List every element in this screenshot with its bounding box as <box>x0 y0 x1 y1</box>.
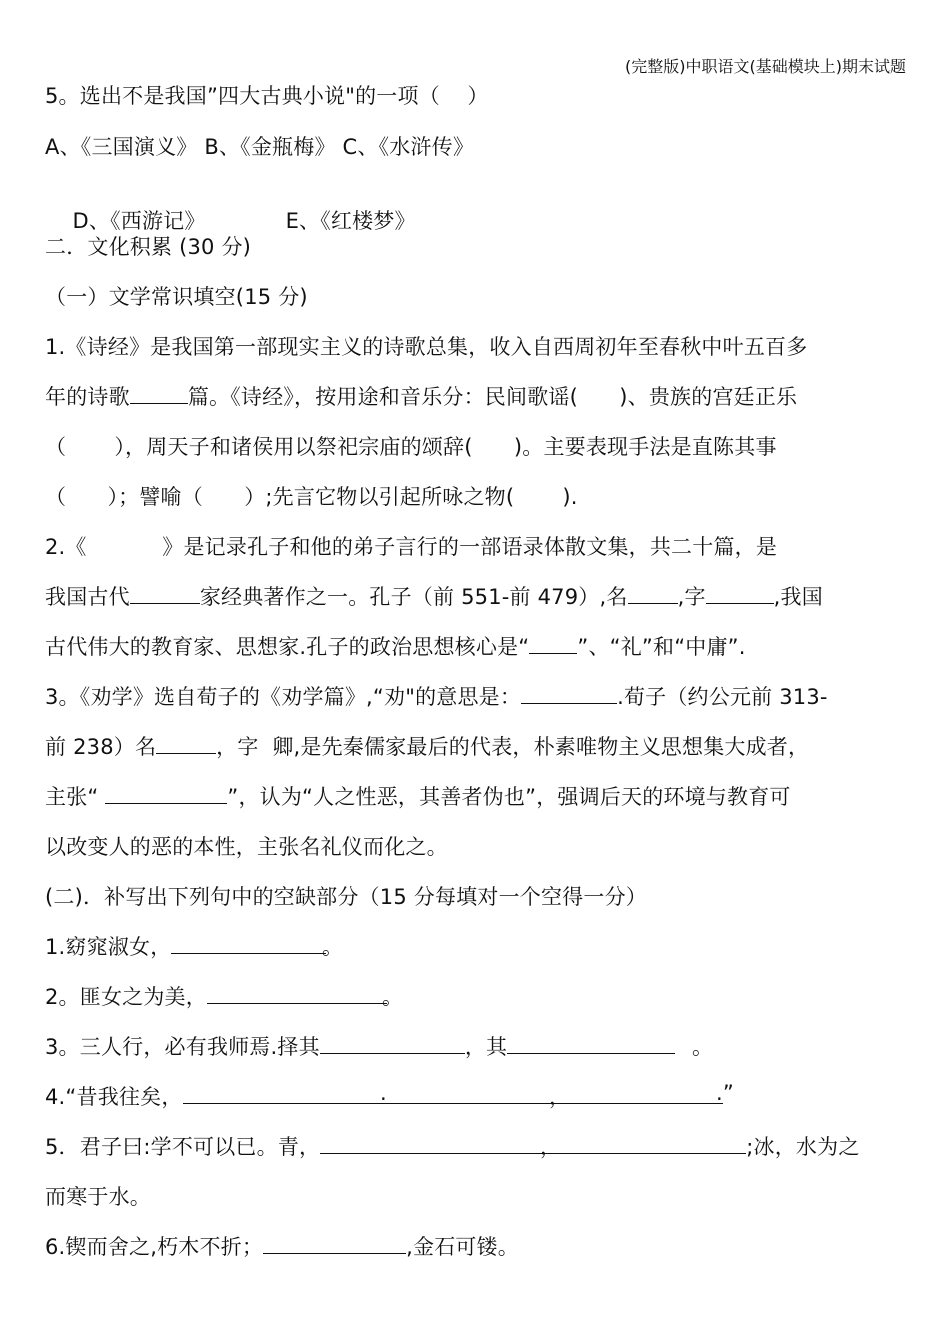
answer-blank[interactable] <box>130 382 188 404</box>
q5-stem: 5。选出不是我国”四大古典小说"的一项（ ） <box>45 84 489 108</box>
answer-blank[interactable] <box>320 1132 746 1154</box>
answer-blank[interactable] <box>156 732 216 754</box>
item3-line2 <box>45 731 809 761</box>
item2-line2-d: ,我国 <box>773 585 823 609</box>
item2-line1: 2.《 》是记录孔子和他的弟子言行的一部语录体散文集，共二十篇，是 <box>45 535 778 559</box>
fill-5-comma: ， <box>540 1135 562 1159</box>
fill-3-prompt: 3。三人行，必有我师焉.择其 <box>45 1035 320 1059</box>
item3-line1-a: 3。《劝学》选自荀子的《劝学篇》,“劝"的意思是： <box>45 685 522 709</box>
fill-1 <box>45 931 326 961</box>
answer-blank[interactable] <box>507 1032 675 1054</box>
fill-3-end: 。 <box>692 1035 714 1059</box>
fill-2 <box>45 981 387 1011</box>
fill-4-prompt: 4.“昔我往矣， <box>45 1085 183 1109</box>
answer-blank[interactable] <box>529 632 577 654</box>
item1-line3: （ ），周天子和诸侯用以祭祀宗庙的颂辞( )。主要表现手法是直陈其事 <box>45 435 777 459</box>
fill-6-prompt: 6.锲而舍之,朽木不折； <box>45 1235 264 1259</box>
answer-blank[interactable] <box>130 582 200 604</box>
item1-line2-end: 篇。《诗经》，按用途和音乐分：民间歌谣( )、贵族的宫廷正乐 <box>187 385 798 409</box>
item3-line3-b: ”，认为“人之性恶，其善者伪也”，强调后天的环境与教育可 <box>227 785 791 809</box>
fill-6 <box>45 1231 519 1261</box>
item2-line3-a: 古代伟大的教育家、思想家.孔子的政治思想核心是“ <box>45 635 530 659</box>
item2-line3-b: ”、“礼”和“中庸”. <box>577 635 746 659</box>
fill-4-end: .” <box>716 1081 734 1105</box>
part1-title: （一）文学常识填空(15 分) <box>45 285 308 309</box>
fill-1-prompt: 1.窈窕淑女， <box>45 935 172 959</box>
item1-line2 <box>45 381 797 411</box>
fill-5-prompt: 5．君子曰:学不可以已。青， <box>45 1135 321 1159</box>
fill-3 <box>45 1031 675 1061</box>
item3-line2-b: ，字 卿,是先秦儒家最后的代表，朴素唯物主义思想集大成者， <box>216 735 810 759</box>
item2-line2 <box>45 581 823 611</box>
answer-blank[interactable] <box>263 1232 406 1254</box>
item2-line3 <box>45 631 746 661</box>
item1-line4: （ ）；譬喻（ ）;先言它物以引起所咏之物( ). <box>45 485 578 509</box>
fill-5 <box>45 1131 860 1161</box>
item1-line2-start: 年的诗歌 <box>45 385 130 409</box>
q5-option-d: D、《西游记》 <box>72 209 206 233</box>
item2-line2-b: 家经典著作之一。孔子（前 551-前 479）,名 <box>199 585 628 609</box>
fill-4-comma: ， <box>549 1085 571 1109</box>
item1-line1: 1.《诗经》是我国第一部现实主义的诗歌总集，收入自西周初年至春秋中叶五百多 <box>45 335 808 359</box>
fill-3-mid: ，其 <box>464 1035 508 1059</box>
q5-options-row1: A、《三国演义》 B、《金瓶梅》 C、《水浒传》 <box>45 135 475 159</box>
answer-blank[interactable] <box>105 782 227 804</box>
fill-5-line2: 而寒于水。 <box>45 1185 151 1209</box>
fill-2-end: 。 <box>382 985 404 1009</box>
section2-title: 二．文化积累 (30 分) <box>45 235 252 259</box>
page-header: (完整版)中职语文(基础模块上)期末试题 <box>625 57 906 76</box>
fill-4-dot: . <box>380 1081 387 1105</box>
item2-line2-a: 我国古代 <box>45 585 130 609</box>
answer-blank[interactable] <box>521 682 617 704</box>
item3-line1-b: .荀子（约公元前 313- <box>617 685 828 709</box>
answer-blank[interactable] <box>183 1082 723 1104</box>
answer-blank[interactable] <box>628 582 678 604</box>
q5-option-e: E、《红楼梦》 <box>285 209 416 233</box>
fill-5-tail: ;冰，水为之 <box>746 1135 860 1159</box>
item3-line1 <box>45 681 828 711</box>
item2-line2-c: ,字 <box>677 585 706 609</box>
item3-line3-a: 主张“ <box>45 785 106 809</box>
item3-line4: 以改变人的恶的本性，主张名礼仪而化之。 <box>45 835 448 859</box>
item3-line2-a: 前 238）名 <box>45 735 157 759</box>
fill-1-end: 。 <box>322 935 344 959</box>
answer-blank[interactable] <box>320 1032 465 1054</box>
part2-title: (二)．补写出下列句中的空缺部分（15 分每填对一个空得一分） <box>45 885 647 909</box>
fill-6-end: ,金石可镂。 <box>406 1235 519 1259</box>
answer-blank[interactable] <box>171 932 326 954</box>
answer-blank[interactable] <box>706 582 774 604</box>
item3-line3 <box>45 781 791 811</box>
fill-2-prompt: 2。匪女之为美， <box>45 985 207 1009</box>
answer-blank[interactable] <box>207 982 387 1004</box>
